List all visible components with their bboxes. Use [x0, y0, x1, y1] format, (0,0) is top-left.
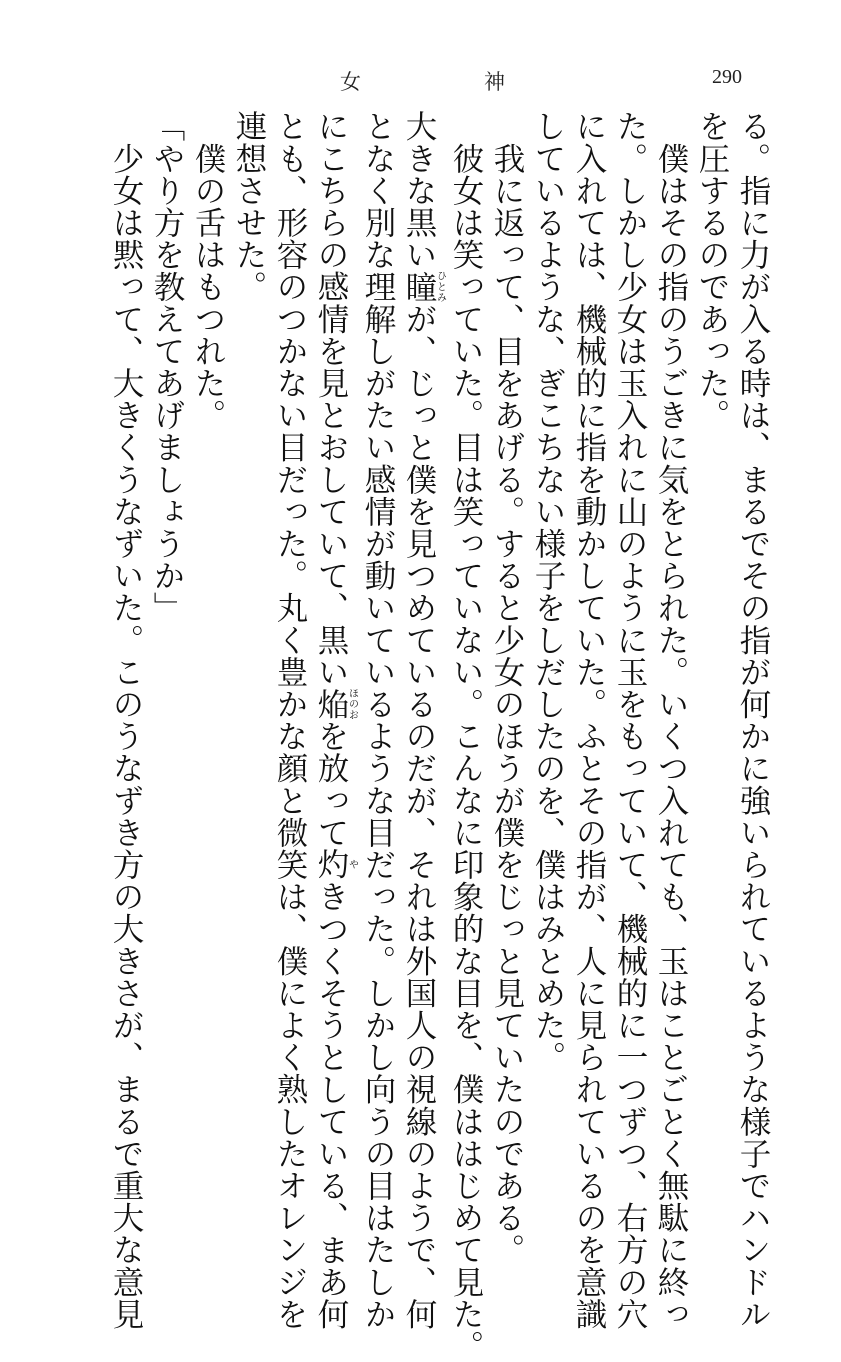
text-segment: きつくそうとしている、まあ何	[313, 880, 349, 1330]
text-line: 「やり方を教えてあげましょうか」	[149, 110, 185, 624]
text-line-with-ruby	[398, 110, 446, 1330]
text-line: 我に返って、目をあげる。すると少女のほうが僕をじっと見ていたのである。	[489, 110, 525, 1266]
text-line: る。指に力が入る時は、まるでその指が何かに強いられているような様子でハンドル	[735, 110, 771, 1330]
text-line-with-ruby	[310, 110, 358, 1330]
text-line: となく別な理解しがたい感情が動いているような目だった。しかし向うの目はたしか	[360, 110, 396, 1330]
text-line: しているような、ぎこちない様子をしだしたのを、僕はみとめた。	[530, 110, 566, 1073]
text-line: 彼女は笑っていた。目は笑っていない。こんなに印象的な目を、僕ははじめて見た。	[448, 110, 484, 1362]
text-segment: 大きな黒い	[401, 110, 437, 271]
ruby-base: 焔	[313, 687, 349, 720]
ruby-annotation	[313, 687, 358, 720]
text-line: 連想させた。	[231, 110, 267, 303]
text-segment: にこちらの感情を見とおしていて、黒い	[313, 110, 349, 688]
text-line: た。しかし少女は玉入れに山のように玉をもっていて、機械的に一つずつ、右方の穴	[612, 110, 648, 1330]
vertical-body-text	[105, 110, 773, 1362]
page-number: 290	[712, 66, 742, 88]
text-line: とも、形容のつかない目だった。丸く豊かな顔と微笑は、僕によく熟したオレンジを	[272, 110, 308, 1330]
ruby-annotation	[313, 848, 358, 881]
running-title-char-2: 神	[484, 70, 507, 94]
text-line: 僕はその指のうごきに気をとられた。いくつ入れても、玉はことごとく無駄に終っ	[653, 110, 689, 1330]
ruby-base: 瞳	[401, 270, 437, 303]
ruby-annotation	[401, 270, 446, 303]
text-segment: を放って	[313, 719, 349, 849]
text-line: 僕の舌はもつれた。	[190, 110, 226, 431]
ruby-reading: ひとみ	[434, 270, 446, 303]
ruby-reading: や	[346, 848, 358, 881]
ruby-reading: ほのお	[346, 687, 358, 720]
text-line: を圧するのであった。	[694, 110, 730, 431]
text-line: 少女は黙って、大きくうなずいた。このうなずき方の大きさが、まるで重大な意見	[108, 110, 144, 1330]
text-line: に入れては、機械的に指を動かしていた。ふとその指が、人に見られているのを意識	[571, 110, 607, 1330]
text-segment: が、じっと僕を見つめているのだが、それは外国人の視線のようで、何	[401, 302, 437, 1330]
running-title-char-1: 女	[340, 70, 363, 94]
ruby-base: 灼	[313, 848, 349, 881]
